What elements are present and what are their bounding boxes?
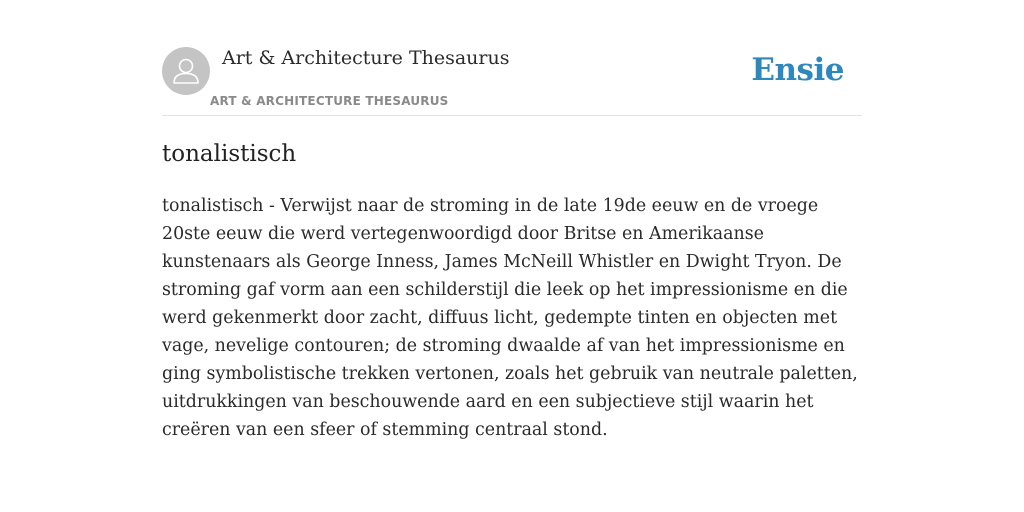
header-divider xyxy=(162,115,862,116)
entry-definition: tonalistisch - Verwijst naar de stroming in de late 19de eeuw en de vroege 20ste eeuw die werd vertegenwoordigd door Britse en Amerikaanse kunstenaars als George Inness, James McNeill Whistler en Dwight Tryon. De stroming gaf vorm aan een schilderstijl die leek op het impressionisme en die werd gekenmerkt door zacht, diffuus licht, gedempte tinten en objecten met vage, nevelige contouren; de stroming dwaalde af van het impressionisme en ging symbolistische trekken vertonen, zoals het gebruik van neutrale paletten, uitdrukkingen van beschouwende aard en een subjectieve stijl waarin het creëren van een sfeer of stemming centraal stond. xyxy=(162,196,858,440)
source-subtitle[interactable]: ART & ARCHITECTURE THESAURUS xyxy=(210,94,449,108)
user-silhouette-icon xyxy=(162,47,210,95)
entry-card xyxy=(162,0,862,512)
entry-title: tonalistisch xyxy=(162,141,297,167)
user-avatar[interactable] xyxy=(162,47,210,95)
brand-logo[interactable]: Ensie xyxy=(751,52,844,88)
source-title[interactable]: Art & Architecture Thesaurus xyxy=(222,47,510,69)
